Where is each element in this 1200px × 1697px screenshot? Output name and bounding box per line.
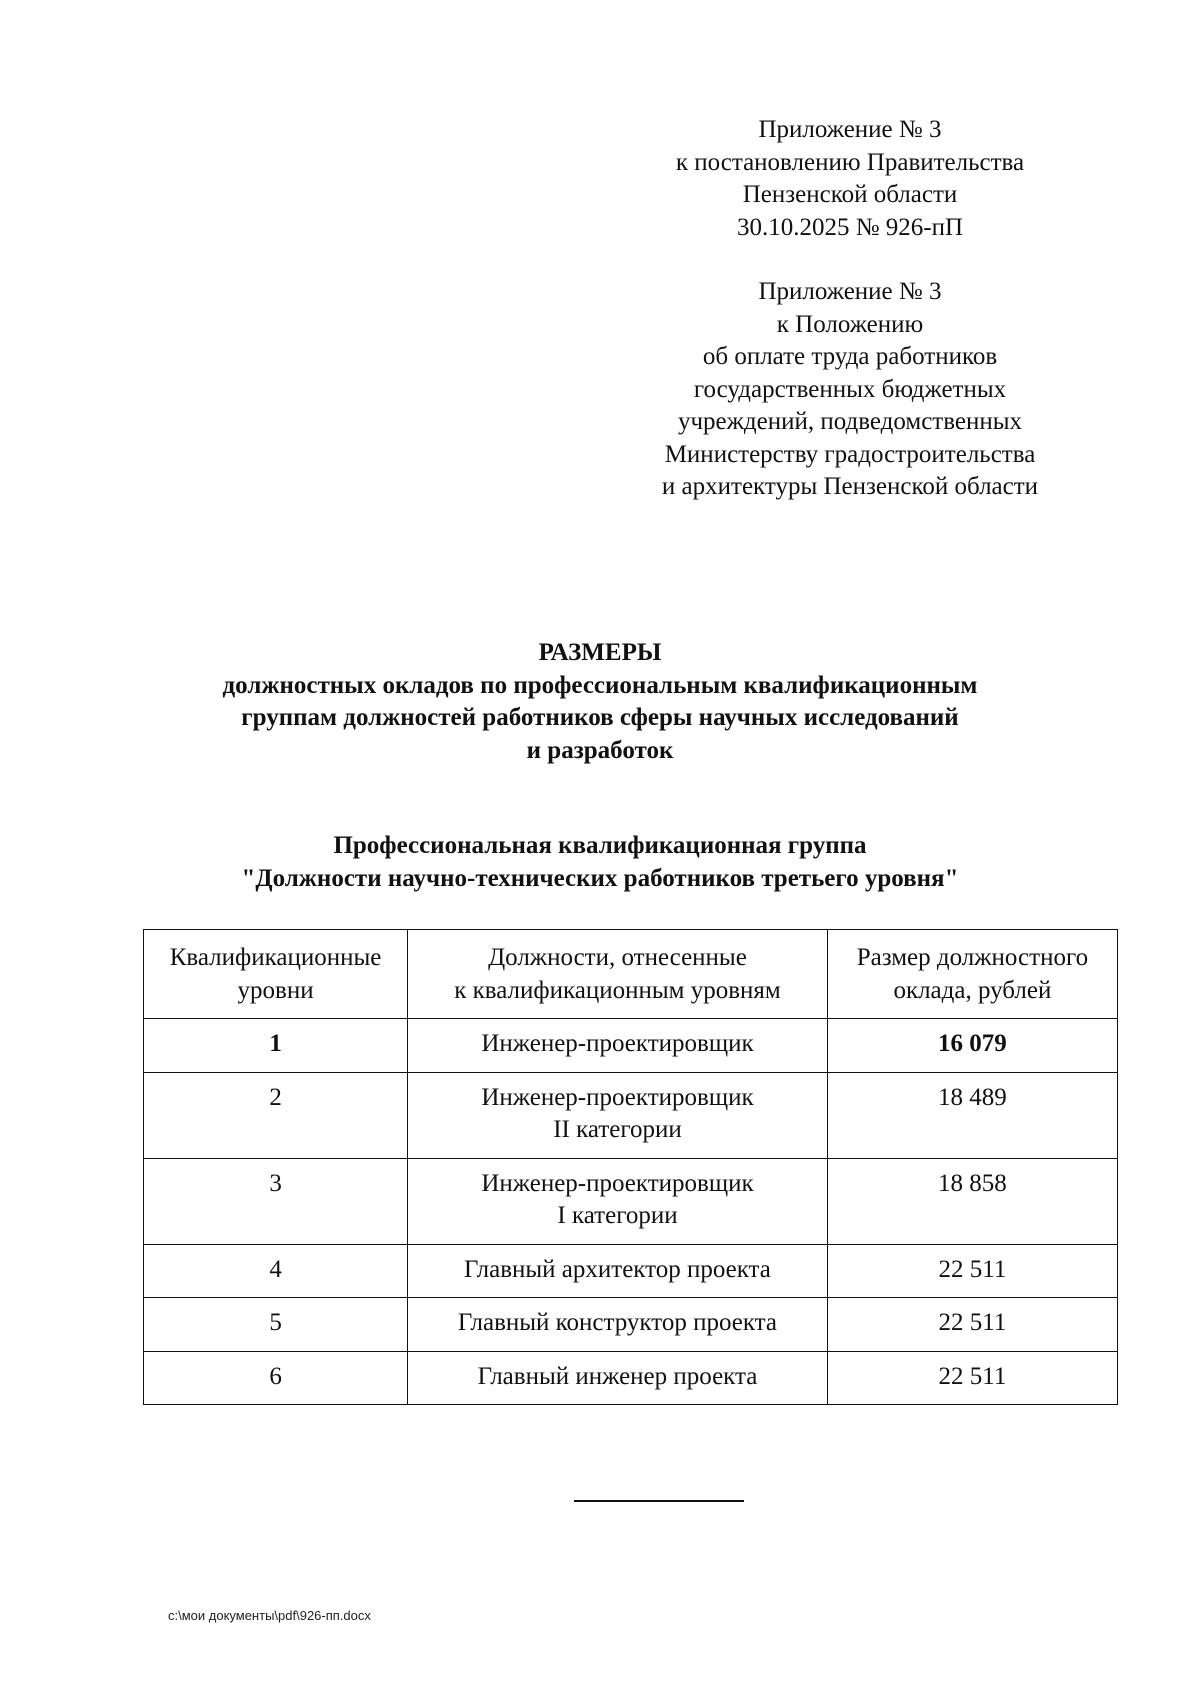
salary-cell: 22 511 bbox=[827, 1351, 1117, 1405]
header-line: Приложение № 3 bbox=[758, 278, 942, 305]
position-text: Главный архитектор проекта bbox=[464, 1255, 771, 1283]
level-cell: 5 bbox=[144, 1298, 408, 1352]
header-line: государственных бюджетных bbox=[693, 375, 1007, 403]
appendix-header-regulation bbox=[600, 276, 1100, 504]
position-cell bbox=[408, 1158, 828, 1244]
salary-cell: 18 858 bbox=[827, 1158, 1117, 1244]
level-cell: 3 bbox=[144, 1158, 408, 1244]
header-text: уровни bbox=[237, 976, 314, 1004]
level-cell: 4 bbox=[144, 1244, 408, 1298]
table-header-row bbox=[144, 930, 1118, 1019]
header-line: к постановлению Правительства bbox=[675, 148, 1025, 176]
header-line: Министерству градостроительства bbox=[664, 440, 1036, 468]
header-line: об оплате труда работников bbox=[702, 343, 998, 370]
position-text: Главный инженер проекта bbox=[477, 1362, 758, 1390]
document-title bbox=[130, 637, 1070, 767]
header-positions bbox=[408, 930, 828, 1019]
position-text: Инженер-проектировщик bbox=[481, 1169, 754, 1197]
header-line: 30.10.2025 № 926-пП bbox=[736, 213, 964, 241]
level-cell: 2 bbox=[144, 1072, 408, 1158]
header-text: оклада, рублей bbox=[893, 976, 1052, 1004]
salary-cell: 22 511 bbox=[827, 1244, 1117, 1298]
salary-cell: 16 079 bbox=[827, 1019, 1117, 1073]
position-cell bbox=[408, 1072, 828, 1158]
title-line: и разработок bbox=[526, 736, 674, 764]
title-line: группам должностей работников сферы научных исследований bbox=[241, 704, 959, 731]
header-qualification-levels bbox=[144, 930, 408, 1019]
salary-table bbox=[143, 929, 1118, 1405]
level-cell: 6 bbox=[144, 1351, 408, 1405]
table-row bbox=[144, 1244, 1118, 1298]
position-text: I категории bbox=[557, 1202, 678, 1229]
header-text: Размер должностного bbox=[856, 944, 1089, 971]
header-salary bbox=[827, 930, 1117, 1019]
salary-cell: 18 489 bbox=[827, 1072, 1117, 1158]
position-text: II категории bbox=[553, 1116, 682, 1143]
table-row bbox=[144, 1072, 1118, 1158]
position-text: Инженер-проектировщик bbox=[481, 1083, 754, 1111]
header-line: и архитектуры Пензенской области bbox=[661, 473, 1039, 500]
position-cell bbox=[408, 1019, 828, 1073]
header-text: Должности, отнесенные bbox=[488, 944, 747, 971]
header-text: Квалификационные bbox=[169, 944, 382, 971]
position-cell bbox=[408, 1298, 828, 1352]
table-row bbox=[144, 1298, 1118, 1352]
group-title-line: "Должности научно-технических работников третьего уровня" bbox=[241, 864, 959, 892]
position-cell bbox=[408, 1351, 828, 1405]
salary-cell: 22 511 bbox=[827, 1298, 1117, 1352]
header-line: Приложение № 3 bbox=[758, 116, 942, 143]
table-row bbox=[144, 1158, 1118, 1244]
table-row bbox=[144, 1019, 1118, 1073]
footer-file-path: c:\мои документы\pdf\926-пп.docx bbox=[168, 1608, 371, 1623]
group-title-line: Профессиональная квалификационная группа bbox=[333, 832, 867, 859]
header-line: Пензенской области bbox=[742, 181, 958, 208]
end-of-document-rule bbox=[574, 1500, 744, 1502]
header-line: к Положению bbox=[776, 310, 924, 338]
header-line: учреждений, подведомственных bbox=[677, 408, 1023, 435]
qualification-group-title bbox=[130, 830, 1070, 895]
table-row bbox=[144, 1351, 1118, 1405]
level-cell: 1 bbox=[144, 1019, 408, 1073]
appendix-header-resolution bbox=[600, 114, 1100, 244]
position-text: Главный конструктор проекта bbox=[457, 1309, 778, 1336]
position-cell bbox=[408, 1244, 828, 1298]
position-text: Инженер-проектировщик bbox=[481, 1030, 754, 1057]
header-text: к квалификационным уровням bbox=[454, 976, 781, 1004]
title-line: должностных окладов по профессиональным квалификационным bbox=[222, 671, 978, 699]
title-line: РАЗМЕРЫ bbox=[538, 639, 662, 666]
